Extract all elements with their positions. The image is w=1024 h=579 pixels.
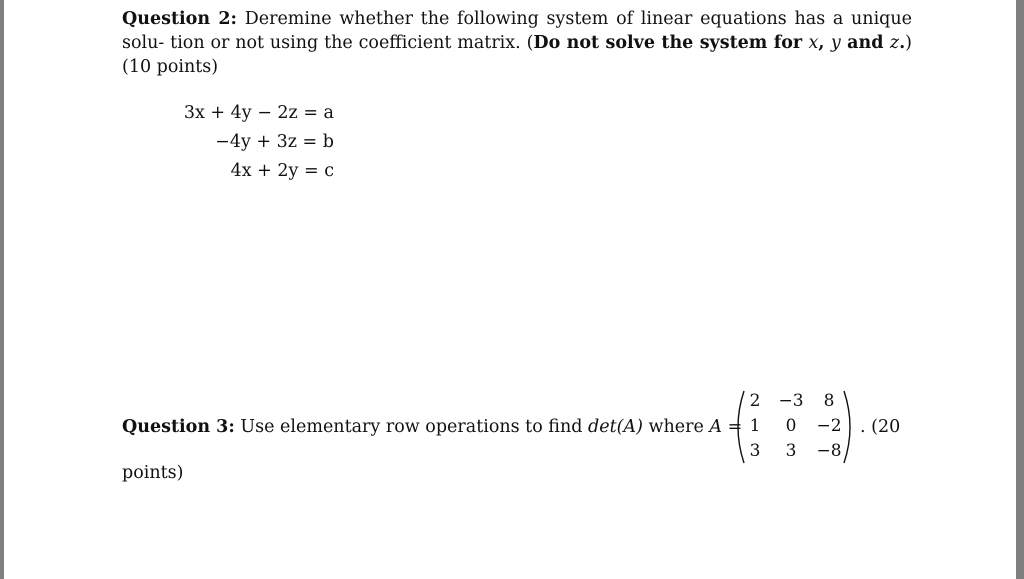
matrix-cell-r1c1: 2	[749, 391, 761, 411]
det-expression: det(A)	[588, 417, 643, 437]
var-y: y	[830, 33, 841, 53]
equation-1: 3x + 4y − 2z = a	[183, 103, 334, 123]
matrix-cell-r2c3: −2	[816, 416, 842, 436]
document-page	[4, 0, 1016, 579]
question-2-paragraph	[122, 7, 912, 79]
matrix-A	[734, 389, 854, 465]
question-3-label: Question 3:	[122, 417, 235, 437]
question-3-points-start: . (20	[860, 417, 901, 437]
matrix-cell-r2c1: 1	[749, 416, 761, 436]
equation-system	[154, 99, 334, 186]
where-word: where	[642, 417, 710, 437]
question-2-points: ) (10 points)	[122, 33, 912, 77]
comma: ,	[818, 33, 831, 53]
question-3-line	[122, 391, 912, 461]
question-3-points-end: points)	[122, 463, 184, 483]
matrix-cell-r3c3: −8	[816, 441, 842, 461]
matrix-name: A =	[709, 417, 743, 437]
question-2-label: Question 2:	[122, 9, 237, 29]
matrix-cell-r3c1: 3	[749, 441, 761, 461]
var-z: z	[889, 33, 900, 53]
bold-note-text: Do not solve the system for	[533, 33, 809, 53]
question-2-text: Deremine whether the following system of linear equations has a unique solu- tion or not using the coefficient matrix. (	[122, 9, 913, 53]
question-3-text	[122, 412, 742, 442]
matrix-cell-r3c2: 3	[785, 441, 797, 461]
question-3-instruction: Use elementary row operations to find	[240, 417, 589, 437]
equation-3: 4x + 2y = c	[230, 161, 334, 181]
matrix-cell-r1c2: −3	[778, 391, 804, 411]
var-x: x	[808, 33, 819, 53]
bold-period: .	[899, 33, 906, 53]
and-word: and	[840, 33, 890, 53]
question-2-bold-note	[533, 33, 905, 53]
matrix-cell-r1c3: 8	[823, 391, 835, 411]
equation-2: −4y + 3z = b	[215, 132, 334, 152]
matrix-cell-r2c2: 0	[785, 416, 797, 436]
